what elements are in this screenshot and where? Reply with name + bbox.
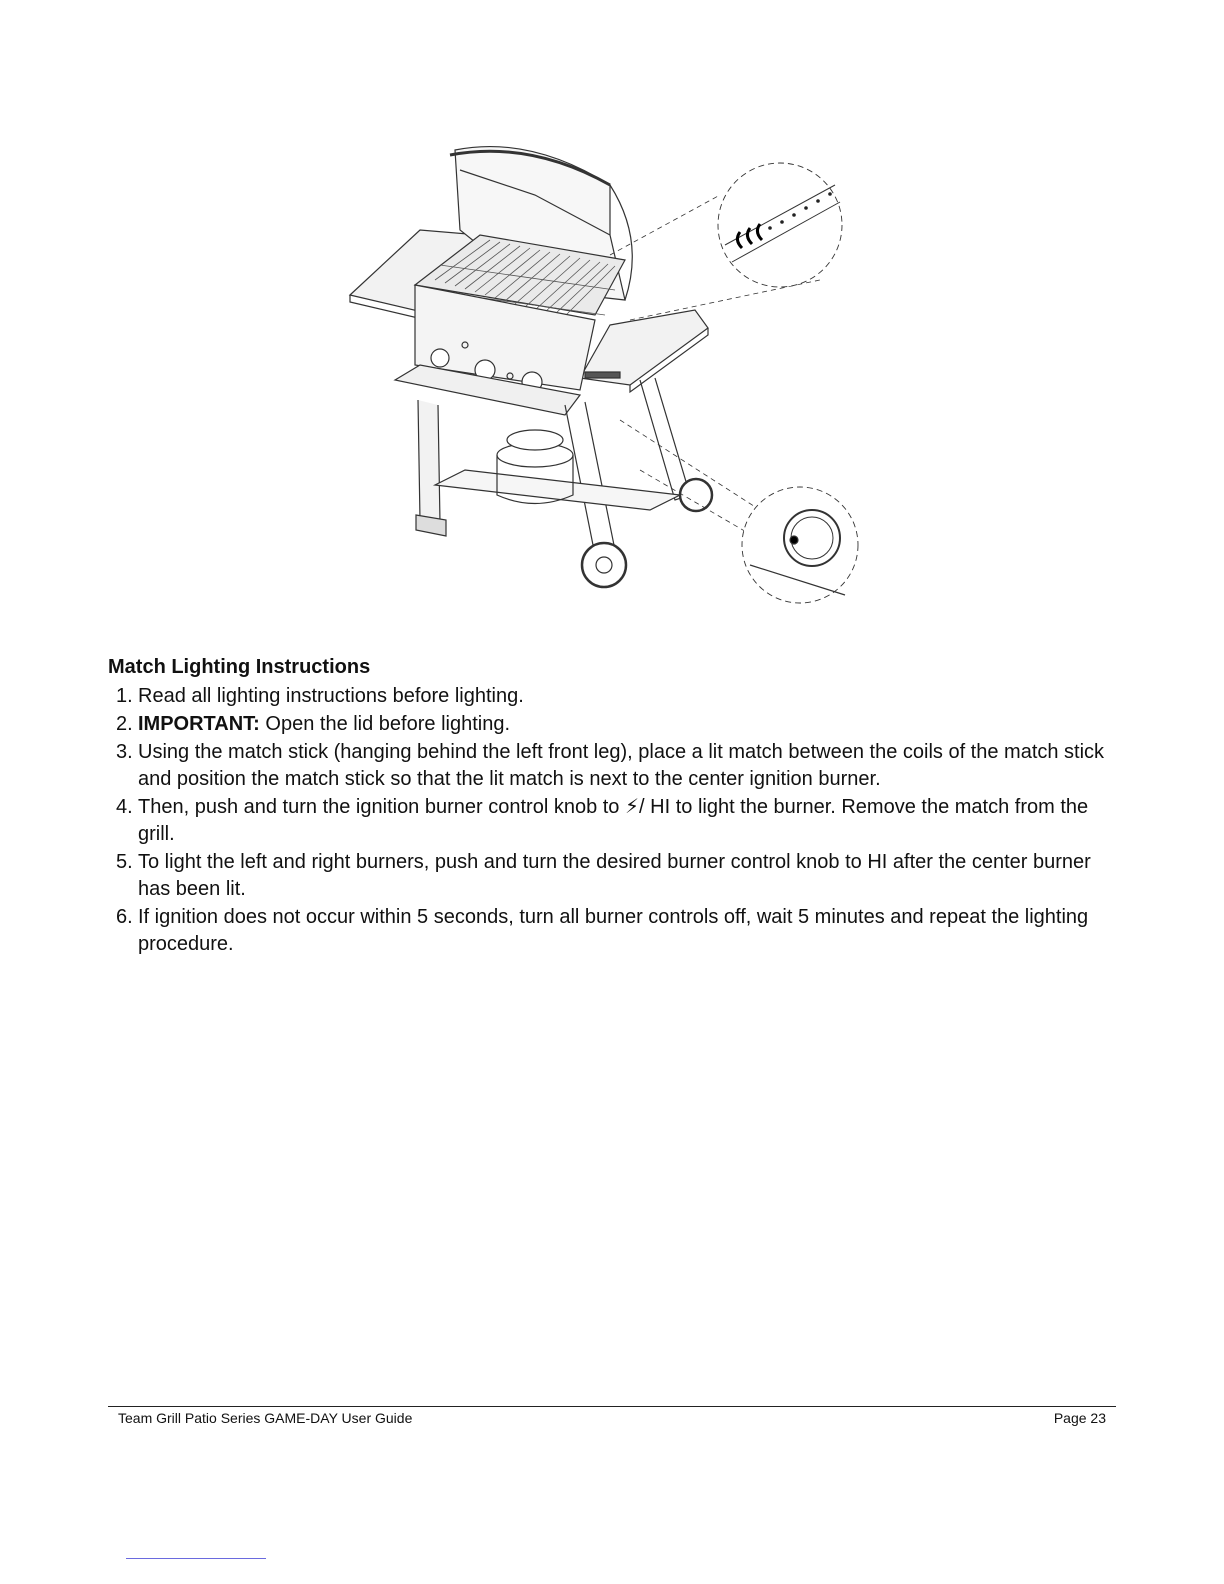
footnote-rule (126, 1558, 266, 1559)
footer-divider (108, 1406, 1116, 1407)
grill-illustration (340, 140, 870, 610)
page-number: Page 23 (1053, 1410, 1106, 1426)
list-item (108, 904, 1108, 958)
step-number: 1. (116, 685, 133, 707)
step-number: 2. (116, 713, 133, 735)
step-text: Using the match stick (hanging behind the left front leg), place a lit match between the coils of the match stick and position the match stick so that the lit match is next to the center ignition burner. (138, 741, 1105, 790)
step-number: 6. (116, 906, 133, 928)
step-text: Then, push and turn the ignition burner control knob to (138, 796, 625, 818)
important-label: IMPORTANT: (138, 713, 260, 735)
ignition-icon: ⚡ (624, 796, 640, 818)
step-text: / HI to light the burner. Remove the match from the grill. (138, 796, 1089, 845)
step-number: 4. (116, 796, 133, 818)
step-text: To light the left and right burners, push and turn the desired burner control knob to HI after the center burner has been lit. (138, 851, 1091, 900)
step-number: 5. (116, 851, 133, 873)
list-item (108, 794, 1108, 848)
list-item (108, 739, 1108, 793)
list-item (108, 711, 1108, 738)
list-item (108, 849, 1108, 903)
step-text: If ignition does not occur within 5 seconds, turn all burner controls off, wait 5 minutes and repeat the lighting procedure. (138, 906, 1089, 955)
step-text: Read all lighting instructions before lighting. (138, 685, 524, 707)
step-number: 3. (116, 741, 133, 763)
section-heading: Match Lighting Instructions (108, 656, 371, 678)
instruction-list (108, 683, 1108, 959)
footer-title: Team Grill Patio Series GAME-DAY User Guide (118, 1410, 413, 1426)
step-text: Open the lid before lighting. (259, 713, 511, 735)
list-item (108, 683, 1108, 710)
